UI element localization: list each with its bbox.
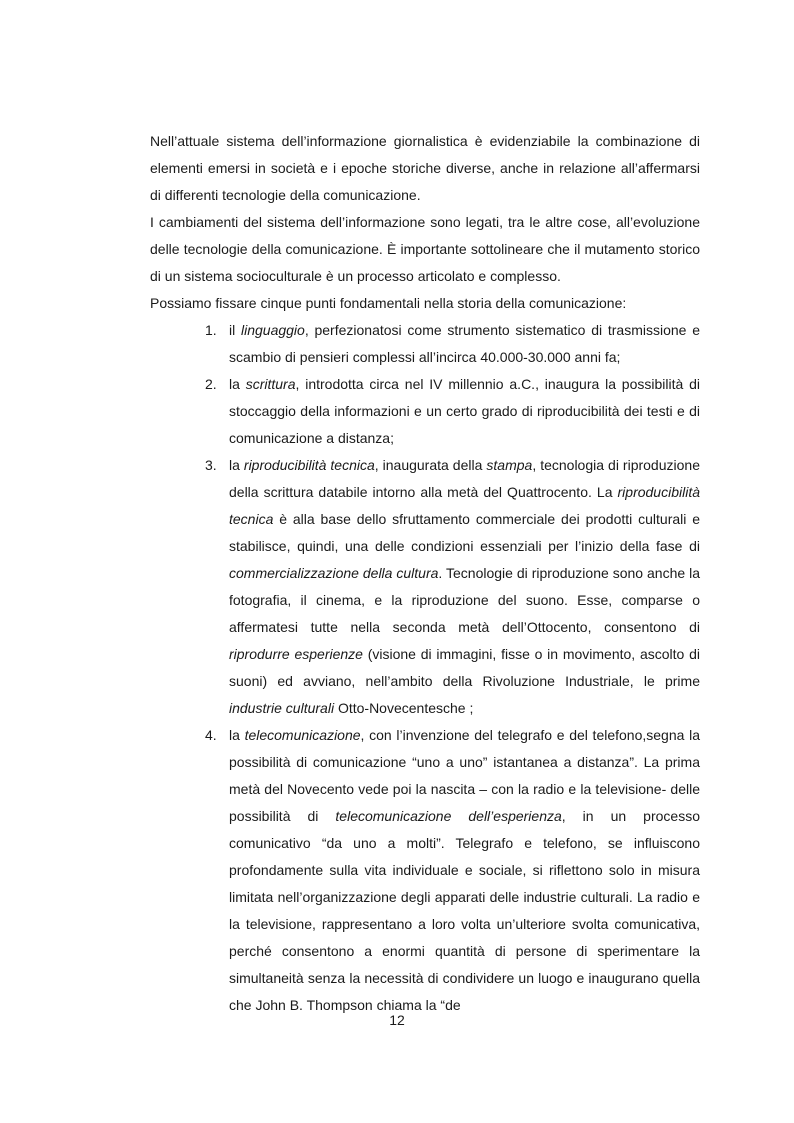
text-run: la	[229, 457, 244, 473]
italic-term: linguaggio	[240, 322, 305, 338]
text-run: , inaugurata della	[374, 457, 487, 473]
list-number: 3.	[205, 457, 217, 473]
text-run: la	[229, 727, 245, 743]
text-run: (visione di immagini, fisse o in movimento, ascolto di suoni) ed avviano, nell’ambito della Rivoluzione Industriale, le prime	[229, 646, 700, 689]
list-item-text	[229, 727, 700, 1013]
list-item	[150, 722, 700, 1019]
list-item-text	[229, 457, 700, 716]
paragraph-2: I cambiamenti del sistema dell’informazione sono legati, tra le altre cose, all’evoluzione delle tecnologie della comunicazione. È importante sottolineare che il mutamento storico di un sistema socioculturale è un processo articolato e complesso.	[150, 214, 700, 284]
text-run: , con l’invenzione del telegrafo e del telefono,segna la possibilità di comunicazione “uno a uno” istantanea a distanza”. La prima metà del Novecento vede poi la nascita – con la radio e la televisione- delle possibilità di	[229, 727, 700, 824]
page-number: 12	[389, 1012, 405, 1028]
list-item	[150, 371, 700, 452]
italic-term: riproducibilità tecnica	[229, 484, 700, 527]
text-run: Otto-Novecentesche ;	[334, 700, 474, 716]
italic-term: scrittura	[245, 376, 296, 392]
list-item-text	[229, 376, 700, 446]
list-number: 1.	[205, 322, 217, 338]
numbered-list	[150, 317, 700, 1019]
list-item	[150, 317, 700, 371]
text-run: il	[229, 322, 241, 338]
italic-term: telecomunicazione dell’esperienza	[335, 808, 562, 824]
italic-term: commercializzazione della cultura	[229, 565, 439, 581]
italic-term: riproducibilità tecnica	[243, 457, 375, 473]
text-run: , introdotta circa nel IV millennio a.C., inaugura la possibilità di stoccaggio della informazioni e un certo grado di riproducibilità dei testi e di comunicazione a distanza;	[229, 376, 700, 446]
paragraph-3: Possiamo fissare cinque punti fondamentali nella storia della comunicazione:	[150, 295, 627, 311]
text-run: , in un processo comunicativo “da uno a molti”. Telegrafo e telefono, se influiscono profondamente sulla vita individuale e sociale, si riflettono solo in misura limitata nell’organizzazione degli apparati delle industrie culturali. La radio e la televisione, rappresentano a loro volta un’ulteriore svolta comunicativa, perché consentono a enormi quantità di persone di sperimentare la simultaneità senza la necessità di condividere un luogo e inaugurano quella che John B. Thompson chiama la “de	[229, 808, 700, 1013]
text-run: la	[229, 376, 246, 392]
italic-term: stampa	[486, 457, 533, 473]
list-number: 4.	[205, 727, 217, 743]
text-run: è alla base dello sfruttamento commerciale dei prodotti culturali e stabilisce, quindi, una delle condizioni essenziali per l’inizio della fase di	[229, 511, 700, 554]
text-run: . Tecnologie di riproduzione sono anche la fotografia, il cinema, e la riproduzione del suono. Esse, comparse o affermatesi tutte nella seconda metà dell’Ottocento, consentono di	[229, 565, 700, 635]
paragraph-1: Nell’attuale sistema dell’informazione giornalistica è evidenziabile la combinazione di elementi emersi in società e i epoche storiche diverse, anche in relazione all’affermarsi di differenti tecnologie della comunicazione.	[150, 133, 700, 203]
list-item	[150, 452, 700, 722]
italic-term: industrie culturali	[229, 700, 335, 716]
text-run: , tecnologia di riproduzione della scrittura databile intorno alla metà del Quattrocento. La	[229, 457, 700, 500]
text-run: , perfezionatosi come strumento sistematico di trasmissione e scambio di pensieri complessi all’incirca 40.000-30.000 anni fa;	[229, 322, 700, 365]
italic-term: riprodurre esperienze	[229, 646, 363, 662]
list-number: 2.	[205, 376, 217, 392]
list-item-text	[229, 322, 700, 365]
document-page	[150, 128, 700, 1019]
italic-term: telecomunicazione	[244, 727, 361, 743]
